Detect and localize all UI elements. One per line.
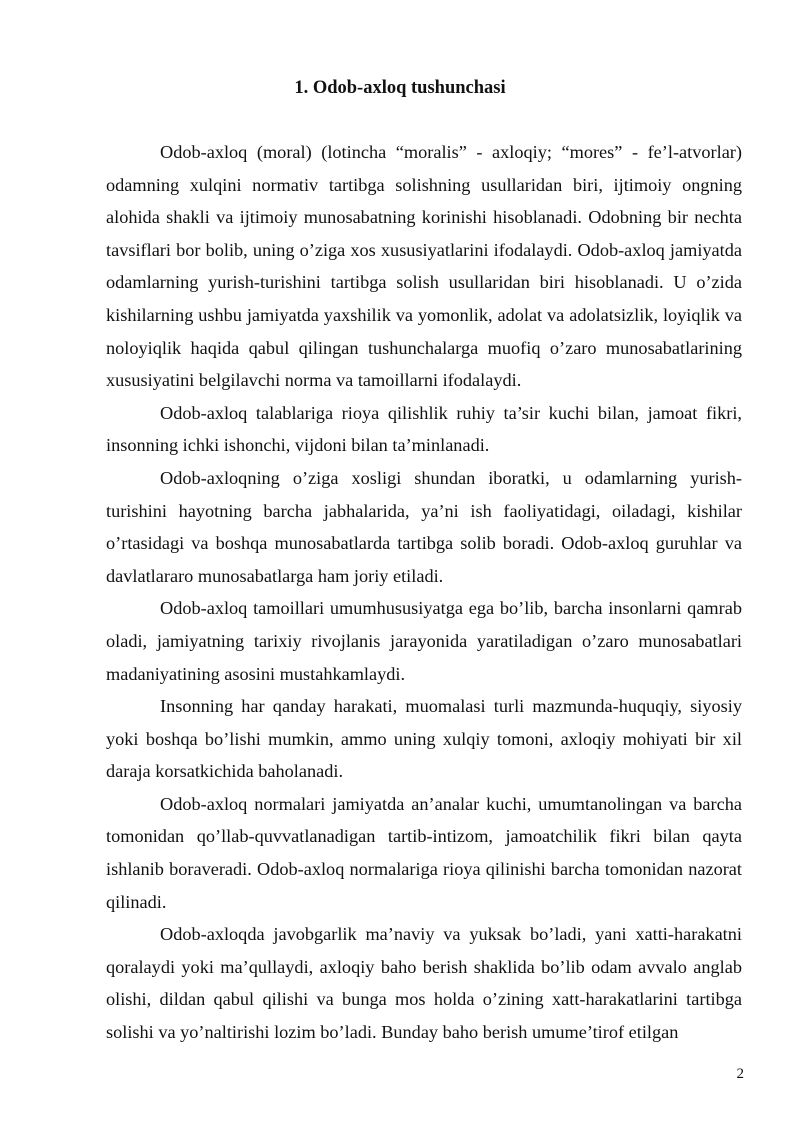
paragraph-norms: Odob-axloq normalari jamiyatda an’analar kuchi, umumtanolingan va barcha tomonidan qo’llab-quvvatlanadigan tartib-intizom, jamoatchilik fikri bilan qayta ishlanib boraveradi. Odob-axloq normalariga rioya qilinishi barcha tomonidan nazorat qilinadi. — [106, 793, 742, 912]
paragraph-principles: Odob-axloq tamoillari umumhususiyatga ega bo’lib, barcha insonlarni qamrab oladi, jamiyatning tarixiy rivojlanis jarayonida yaratiladigan o’zaro munosabatlari madaniyatining asosini mustahkamlaydi. — [106, 598, 742, 684]
paragraph-compliance: Odob-axloq talablariga rioya qilishlik ruhiy ta’sir kuchi bilan, jamoat fikri, insonning ichki ishonchi, vijdoni bilan ta’minlanadi. — [106, 402, 742, 456]
section-title: 1. Odob-axloq tushunchasi — [294, 78, 506, 98]
body-text — [106, 136, 742, 1049]
paragraph-responsibility: Odob-axloqda javobgarlik ma’naviy va yuksak bo’ladi, yani xatti-harakatni qoralaydi yoki ma’qullaydi, axloqiy baho berish shaklida bo’lib odam avvalo anglab olishi, dildan qabul qilishi va bunga mos holda o’zining xatt-harakatlarini tartibga solishi va yo’naltirishi lozim bo’ladi. Bunday baho berish umume’tirof etilgan — [106, 924, 742, 1043]
paragraph-definition: Odob-axloq (moral) (lotincha “moralis” - axloqiy; “mores” - fe’l-atvorlar) odamning xulqini normativ tartibga solishning usullaridan biri, ijtimoiy ongning alohida shakli va ijtimoiy munosabatning korinishi hisoblanadi. Odobning bir nechta tavsiflari bor bolib, uning o’ziga xos xususiyatlarini ifodalaydi. Odob-axloq jamiyatda odamlarning yurish-turishini tartibga solish usullaridan biri hisoblanadi. U o’zida kishilarning ushbu jamiyatda yaxshilik va yomonlik, adolat va adolatsizlik, loyiqlik va noloyiqlik haqida qabul qilingan tushunchalarga muofiq o’zaro munosabatlarining xususiyatini belgilavchi norma va tamoillarni ifodalaydi. — [106, 142, 742, 391]
paragraph-uniqueness: Odob-axloqning o’ziga xosligi shundan iboratki, u odamlarning yurish-turishini hayotning barcha jabhalarida, ya’ni ish faoliyatidagi, oiladagi, kishilar o’rtasidagi va boshqa munosabatlarda tartibga solib boradi. Odob-axloq guruhlar va davlatlararo munosabatlarga ham joriy etiladi. — [106, 467, 742, 586]
paragraph-actions: Insonning har qanday harakati, muomalasi turli mazmunda-huquqiy, siyosiy yoki boshqa bo’lishi mumkin, ammo uning xulqiy tomoni, axloqiy mohiyati bir xil daraja korsatkichida baholanadi. — [106, 696, 742, 782]
page-number: 2 — [736, 1066, 744, 1082]
